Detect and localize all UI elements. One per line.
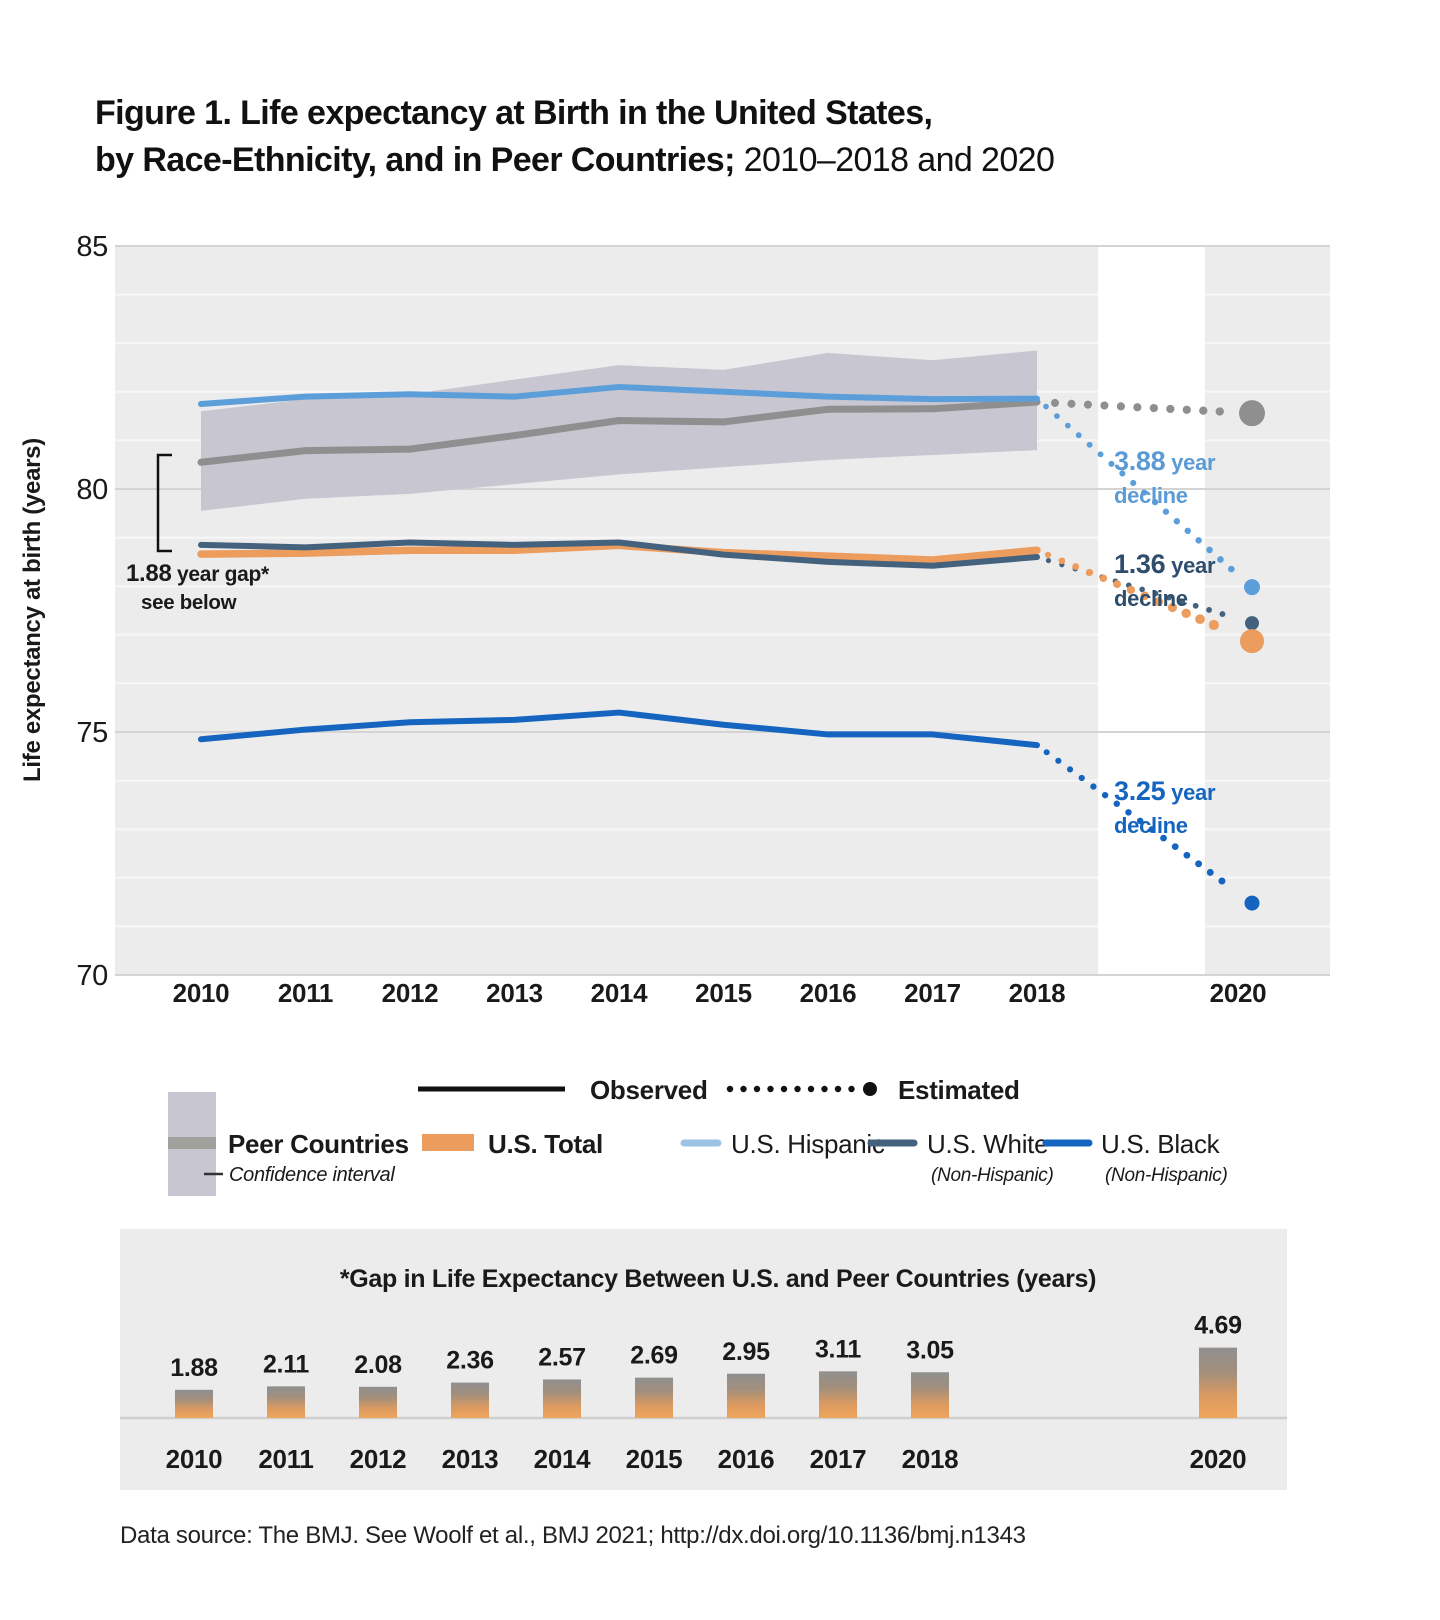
- gap-bar-2013: [451, 1383, 489, 1418]
- estimated-dots-black: [1079, 775, 1085, 781]
- legend-estimated-dots: [781, 1086, 787, 1092]
- estimated-dots-total: [1209, 620, 1219, 630]
- data-source: Data source: The BMJ. See Woolf et al., BMJ 2021; http://dx.doi.org/10.1136/bmj.n1343: [120, 1522, 1026, 1549]
- gap-bar-value-2014: 2.57: [538, 1343, 586, 1372]
- estimated-dots-white: [1046, 558, 1051, 563]
- y-tick-70: 70: [76, 960, 108, 992]
- estimated-dots-total: [1100, 574, 1108, 582]
- estimated-dots-black: [1172, 843, 1179, 850]
- gap-bar-value-2015: 2.69: [630, 1341, 678, 1370]
- estimated-dots-peer: [1084, 401, 1092, 409]
- figure-title-line2-bold: by Race-Ethnicity, and in Peer Countries;: [95, 141, 735, 179]
- x-tick-2017: 2017: [904, 978, 961, 1008]
- estimated-dots-peer: [1133, 403, 1141, 411]
- estimated-dots-white: [1219, 611, 1225, 617]
- gap-bar-year-2017: 2017: [809, 1444, 867, 1474]
- estimated-dots-black: [1067, 766, 1073, 772]
- estimated-dots-hispanic: [1076, 432, 1082, 438]
- estimated-dots-black: [1218, 877, 1225, 884]
- legend-estimated-dots: [754, 1086, 760, 1092]
- legend-estimated-dots: [727, 1086, 733, 1092]
- gap-bar-value-2017: 3.11: [814, 1335, 862, 1364]
- gap-bar-year-2012: 2012: [349, 1444, 407, 1474]
- y-axis-title: Life expectancy at birth (years): [19, 438, 46, 782]
- x-tick-2015: 2015: [695, 978, 752, 1008]
- estimated-dots-hispanic: [1065, 423, 1071, 429]
- annotation-hispanic_decline: 3.88 year: [1114, 446, 1216, 476]
- estimated-dots-hispanic: [1228, 566, 1235, 573]
- gap-bar-value-2018: 3.05: [906, 1336, 954, 1365]
- gap-bar-value-2020: 4.69: [1194, 1311, 1242, 1340]
- gap-bar-2011: [267, 1386, 305, 1418]
- gap-bar-year-2018: 2018: [901, 1444, 959, 1474]
- estimated-dots-peer: [1199, 406, 1207, 414]
- estimated-dots-peer: [1183, 406, 1191, 414]
- x-tick-2011: 2011: [277, 978, 334, 1008]
- gap-bar-year-2013: 2013: [441, 1444, 499, 1474]
- annotation-black_decline-line2: decline: [1114, 813, 1188, 838]
- gap-bar-value-2016: 2.95: [722, 1337, 770, 1366]
- estimated-dots-total: [1086, 569, 1093, 576]
- estimated-dots-hispanic: [1195, 537, 1202, 544]
- estimated-dots-peer: [1051, 399, 1059, 407]
- gap-bar-year-2011: 2011: [258, 1444, 314, 1474]
- gap-bar-2012: [359, 1387, 397, 1418]
- gap-bar-2016: [727, 1374, 765, 1418]
- figure-title-line1: Figure 1. Life expectancy at Birth in the United States,: [95, 94, 933, 132]
- estimated-dots-black: [1044, 749, 1050, 755]
- estimated-dots-total: [1059, 557, 1066, 564]
- annotation-white_decline: 1.36 year: [1114, 549, 1216, 579]
- gap-bar-2018: [911, 1372, 949, 1418]
- gap-bar-title: *Gap in Life Expectancy Between U.S. and Peer Countries (years): [339, 1265, 1097, 1293]
- annotation-hispanic_decline-line2: decline: [1114, 483, 1188, 508]
- estimate-2020-dot-total: [1240, 629, 1264, 653]
- figure-title-line2-regular: 2010–2018 and 2020: [734, 141, 1055, 179]
- legend-observed-label: Observed: [590, 1075, 708, 1105]
- legend-estimated-dots: [835, 1086, 841, 1092]
- estimated-dots-peer: [1117, 402, 1125, 410]
- estimated-dots-hispanic: [1185, 528, 1191, 534]
- gap-bar-2014: [543, 1379, 581, 1418]
- annotation-white_decline-line2: decline: [1114, 586, 1188, 611]
- estimated-dots-hispanic: [1054, 413, 1060, 419]
- estimated-dots-peer: [1067, 400, 1075, 408]
- gap-bar-year-2020: 2020: [1189, 1444, 1247, 1474]
- legend-total-swatch: [422, 1134, 474, 1151]
- legend-peer-line-swatch: [168, 1137, 216, 1149]
- gap-bar-2020: [1199, 1348, 1237, 1418]
- annotation-black_decline: 3.25 year: [1114, 776, 1216, 806]
- annotation-gap-2010: 1.88 year gap*: [126, 560, 269, 587]
- legend-estimated-dots: [740, 1086, 746, 1092]
- main-chart-panel: [115, 246, 1098, 975]
- gap-bar-value-2010: 1.88: [170, 1353, 218, 1382]
- legend-estimated-dots: [767, 1086, 773, 1092]
- estimated-dots-peer: [1216, 407, 1224, 415]
- estimated-dots-white: [1193, 603, 1199, 609]
- x-tick-2018: 2018: [1008, 978, 1066, 1008]
- estimated-dots-peer: [1166, 405, 1174, 413]
- gap-bar-year-2010: 2010: [165, 1444, 223, 1474]
- legend-black-label: U.S. Black: [1101, 1129, 1220, 1159]
- estimated-dots-hispanic: [1174, 518, 1180, 524]
- legend-peer-label: Peer Countries: [228, 1129, 409, 1159]
- estimated-dots-black: [1183, 852, 1190, 859]
- x-tick-2020: 2020: [1209, 978, 1267, 1008]
- gap-bar-year-2015: 2015: [625, 1444, 683, 1474]
- estimated-dots-black: [1055, 758, 1061, 764]
- estimated-dots-hispanic: [1163, 509, 1169, 515]
- estimated-dots-hispanic: [1217, 556, 1224, 563]
- estimated-dots-total: [1195, 614, 1205, 624]
- estimate-2020-dot-hispanic: [1244, 579, 1260, 595]
- gap-bar-value-2012: 2.08: [354, 1350, 402, 1379]
- gap-bar-2010: [175, 1390, 213, 1418]
- estimated-dots-black: [1195, 860, 1202, 867]
- estimated-dots-hispanic: [1098, 451, 1104, 457]
- estimated-dots-peer: [1100, 401, 1108, 409]
- annotation-gap-2010-line2: see below: [141, 591, 237, 614]
- y-tick-85: 85: [76, 231, 108, 263]
- estimated-dots-white: [1206, 607, 1212, 613]
- gap-bar-year-2014: 2014: [533, 1444, 591, 1474]
- gap-bar-value-2013: 2.36: [446, 1346, 494, 1375]
- x-tick-2012: 2012: [381, 978, 439, 1008]
- legend-total-label: U.S. Total: [488, 1129, 603, 1159]
- estimated-dots-total: [1045, 552, 1051, 558]
- legend-confidence-label: Confidence interval: [229, 1164, 395, 1186]
- estimated-dots-black: [1207, 869, 1214, 876]
- legend-estimated-dots: [848, 1086, 854, 1092]
- estimated-dots-peer: [1150, 404, 1158, 412]
- y-tick-75: 75: [76, 717, 108, 749]
- legend-hispanic-label: U.S. Hispanic: [731, 1129, 885, 1159]
- y-tick-80: 80: [76, 474, 108, 506]
- gap-bar-2015: [635, 1378, 673, 1418]
- legend-white-label: U.S. White: [927, 1129, 1049, 1159]
- estimated-dots-black: [1090, 783, 1096, 789]
- legend-estimated-label: Estimated: [898, 1075, 1020, 1105]
- legend-estimated-end-dot: [863, 1082, 877, 1096]
- gap-bar-value-2011: 2.11: [262, 1350, 310, 1379]
- gap-bar-2017: [819, 1371, 857, 1418]
- legend-estimated-dots: [808, 1086, 814, 1092]
- estimate-2020-dot-white: [1245, 616, 1259, 630]
- estimated-dots-hispanic: [1087, 442, 1093, 448]
- x-tick-2014: 2014: [590, 978, 648, 1008]
- estimate-2020-dot-peer: [1239, 400, 1265, 426]
- legend-black-sublabel: (Non-Hispanic): [1105, 1165, 1228, 1186]
- estimated-dots-total: [1072, 563, 1079, 570]
- estimated-dots-hispanic: [1043, 404, 1049, 410]
- legend-estimated-dots: [821, 1086, 827, 1092]
- x-tick-2016: 2016: [799, 978, 857, 1008]
- estimated-dots-black: [1102, 792, 1108, 798]
- x-tick-2013: 2013: [486, 978, 543, 1008]
- x-tick-2010: 2010: [172, 978, 230, 1008]
- gap-bar-year-2016: 2016: [717, 1444, 775, 1474]
- estimate-2020-dot-black: [1245, 896, 1260, 911]
- legend-white-sublabel: (Non-Hispanic): [931, 1165, 1054, 1186]
- legend-estimated-dots: [794, 1086, 800, 1092]
- panel-2020: [1205, 246, 1330, 975]
